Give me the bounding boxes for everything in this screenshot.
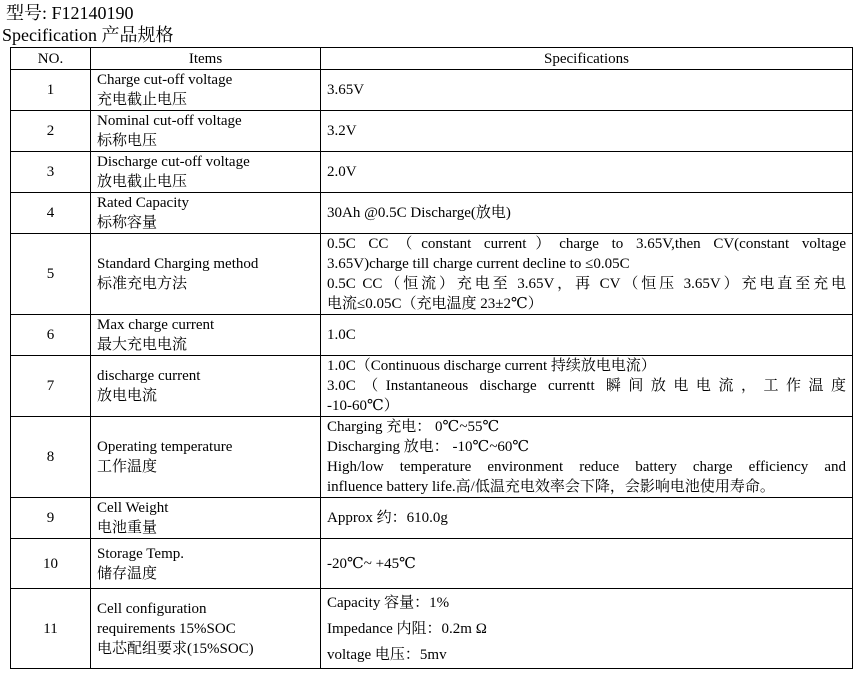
item-chinese: 放电电流	[97, 388, 158, 404]
table-row	[11, 111, 853, 152]
row-specification	[321, 539, 853, 589]
item-english: discharge current	[97, 368, 201, 384]
item-english: Nominal cut-off voltage	[97, 113, 242, 129]
item-english: Cell Weight	[97, 500, 169, 516]
row-item	[91, 70, 321, 111]
row-item	[91, 111, 321, 152]
spec-line: 0.5C CC（恒流）充电至 3.65V，再 CV（恒压 3.65V）充电直至充电	[327, 276, 846, 292]
item-english: Max charge current	[97, 317, 215, 333]
row-number: 4	[11, 193, 91, 234]
row-item	[91, 152, 321, 193]
row-specification	[321, 315, 853, 356]
row-number: 2	[11, 111, 91, 152]
spec-line: 3.2V	[327, 123, 357, 139]
item-chinese: 最大充电电流	[97, 337, 188, 353]
column-header-specifications: Specifications	[321, 48, 853, 70]
spec-line: 1.0C	[327, 327, 356, 343]
column-header-no: NO.	[11, 48, 91, 70]
row-number: 7	[11, 356, 91, 417]
row-number: 1	[11, 70, 91, 111]
item-chinese: 储存温度	[97, 565, 158, 582]
row-item	[91, 417, 321, 498]
row-item	[91, 193, 321, 234]
row-specification	[321, 111, 853, 152]
table-row	[11, 315, 853, 356]
column-header-items: Items	[91, 48, 321, 70]
table-row	[11, 234, 853, 315]
row-item	[91, 315, 321, 356]
specification-heading: Specification 产品规格	[2, 25, 174, 45]
spec-line: voltage 电压：5mv	[327, 646, 447, 663]
table-row	[11, 589, 853, 669]
row-specification	[321, 234, 853, 315]
spec-line: 30Ah @0.5C Discharge(放电)	[327, 205, 511, 221]
row-item	[91, 498, 321, 539]
spec-line: influence battery life.高/低温充电效率会下降，会影响电池使用寿命。	[327, 479, 775, 495]
row-item	[91, 234, 321, 315]
spec-line: 3.65V)charge till charge current decline to ≤0.05C	[327, 256, 630, 272]
item-chinese: 放电截止电压	[97, 174, 188, 190]
row-specification	[321, 193, 853, 234]
item-chinese: 电池重量	[97, 520, 158, 536]
item-chinese: 工作温度	[97, 459, 158, 475]
spec-line: 2.0V	[327, 164, 357, 180]
table-row	[11, 70, 853, 111]
row-number: 8	[11, 417, 91, 498]
table-row	[11, 417, 853, 498]
spec-line: -10-60℃）	[327, 398, 399, 414]
row-item	[91, 539, 321, 589]
spec-line: 3.65V	[327, 82, 365, 98]
spec-line: Capacity 容量：1%	[327, 594, 450, 611]
table-row	[11, 498, 853, 539]
spec-line: Charging 充电： 0℃~55℃	[327, 419, 500, 435]
row-specification	[321, 417, 853, 498]
spec-line: -20℃~ +45℃	[327, 555, 416, 572]
spec-line: Discharging 放电： -10℃~60℃	[327, 439, 530, 455]
spec-line: 0.5C CC（constant current）charge to 3.65V,then CV(constant voltage	[327, 236, 846, 252]
table-row	[11, 193, 853, 234]
row-specification	[321, 589, 853, 669]
row-number: 6	[11, 315, 91, 356]
item-chinese: 标称容量	[97, 215, 158, 231]
item-english: Discharge cut-off voltage	[97, 154, 250, 170]
item-english: Charge cut-off voltage	[97, 72, 233, 88]
row-number: 10	[11, 539, 91, 589]
spec-line: 3.0C（Instantaneous discharge currentt 瞬间放电电流，工作温度	[327, 378, 846, 394]
table-row	[11, 539, 853, 589]
item-chinese: 标称电压	[97, 133, 158, 149]
model-number: 型号: F12140190	[6, 3, 134, 23]
item-english: Standard Charging method	[97, 256, 259, 272]
item-english-continued: requirements 15%SOC	[97, 620, 236, 637]
row-specification	[321, 152, 853, 193]
table-row	[11, 152, 853, 193]
table-row	[11, 356, 853, 417]
item-english: Rated Capacity	[97, 195, 190, 211]
item-english: Storage Temp.	[97, 545, 184, 562]
row-item	[91, 589, 321, 669]
specification-table	[10, 47, 853, 669]
row-specification	[321, 498, 853, 539]
spec-line: 电流≤0.05C（充电温度 23±2℃）	[327, 296, 543, 312]
table-header-row	[11, 48, 853, 70]
spec-line: Impedance 内阻：0.2m Ω	[327, 620, 487, 637]
item-chinese: 充电截止电压	[97, 92, 188, 108]
spec-line: 1.0C（Continuous discharge current 持续放电电流）	[327, 358, 656, 374]
row-number: 9	[11, 498, 91, 539]
spec-line: High/low temperature environment reduce battery charge efficiency and	[327, 459, 846, 475]
row-number: 5	[11, 234, 91, 315]
row-number: 3	[11, 152, 91, 193]
row-specification	[321, 356, 853, 417]
item-chinese: 电芯配组要求(15%SOC)	[97, 640, 254, 657]
row-specification	[321, 70, 853, 111]
item-english: Operating temperature	[97, 439, 233, 455]
item-chinese: 标准充电方法	[97, 276, 188, 292]
item-english: Cell configuration	[97, 600, 207, 617]
row-number: 11	[11, 589, 91, 669]
row-item	[91, 356, 321, 417]
spec-line: Approx 约：610.0g	[327, 510, 448, 526]
